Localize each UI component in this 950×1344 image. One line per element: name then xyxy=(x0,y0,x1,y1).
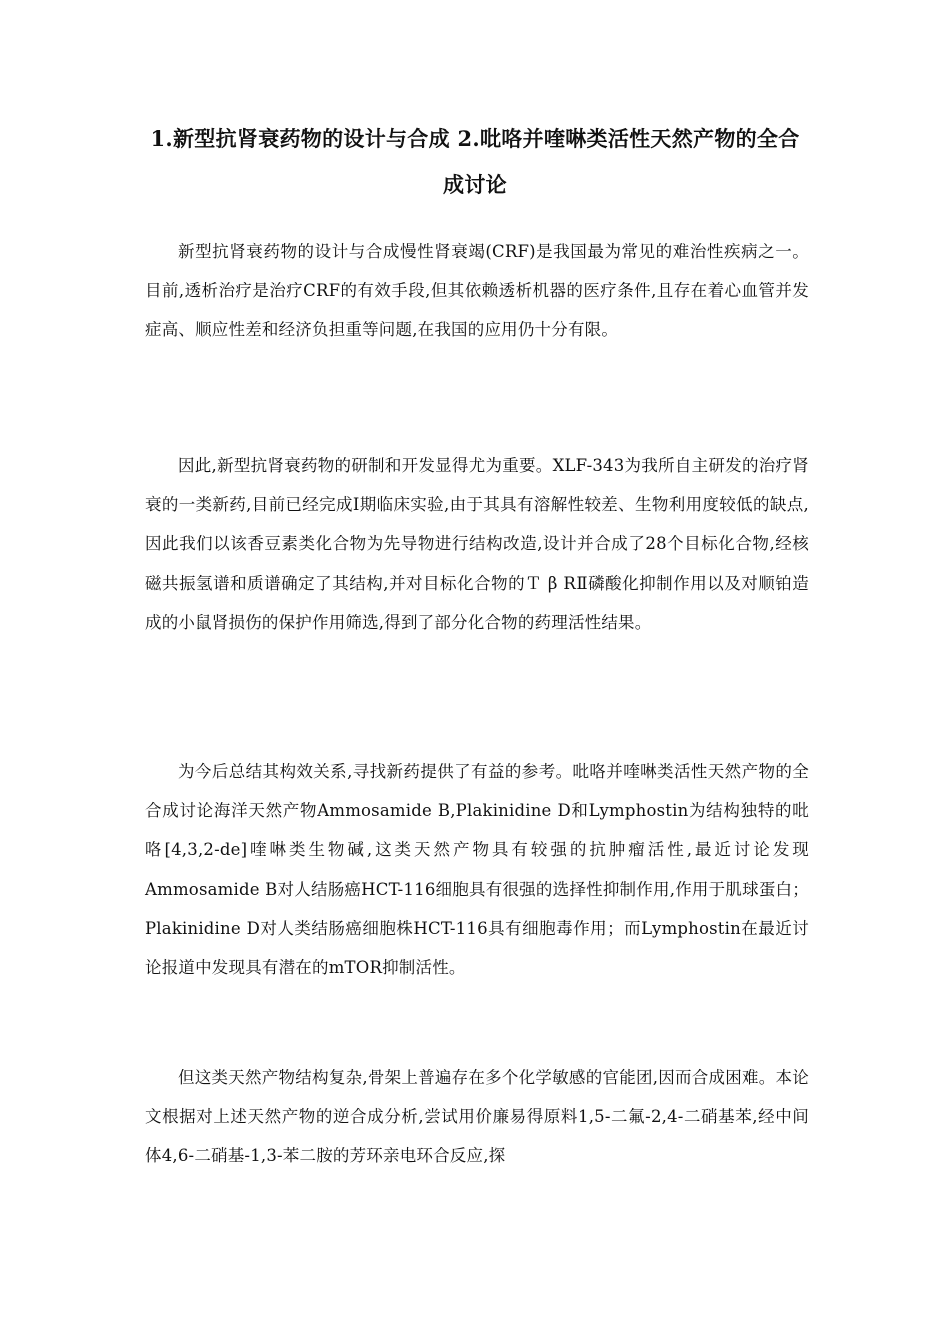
body-paragraph-3: 为今后总结其构效关系,寻找新药提供了有益的参考。吡咯并喹啉类活性天然产物的全合成讨论海洋天然产物Ammosamide B,Plakinidine D和Lymphostin为结构独特的吡咯[4,3,2-de]喹啉类生物碱,这类天然产物具有较强的抗肿瘤活性,最近讨论发现Ammosamide B对人结肠癌HCT-116细胞具有很强的选择性抑制作用,作用于肌球蛋白；Plakinidine D对人类结肠癌细胞株HCT-116具有细胞毒作用；而Lymphostin在最近讨论报道中发现具有潜在的mTOR抑制活性。 xyxy=(145,762,809,978)
body-paragraph-2: 因此,新型抗肾衰药物的研制和开发显得尤为重要。XLF-343为我所自主研发的治疗肾衰的一类新药,目前已经完成Ⅰ期临床实验,由于其具有溶解性较差、生物利用度较低的缺点,因此我们以该香豆素类化合物为先导物进行结构改造,设计并合成了28个目标化合物,经核磁共振氢谱和质谱确定了其结构,并对目标化合物的Ｔ β RⅡ磷酸化抑制作用以及对顺铂造成的小鼠肾损伤的保护作用筛选,得到了部分化合物的药理活性结果。 xyxy=(145,456,809,632)
body-paragraph-1: 新型抗肾衰药物的设计与合成慢性肾衰竭(CRF)是我国最为常见的难治性疾病之一。目前,透析治疗是治疗CRF的有效手段,但其依赖透析机器的医疗条件,且存在着心血管并发症高、顺应性差和经济负担重等问题,在我国的应用仍十分有限。 xyxy=(145,242,809,340)
document-title: 1.新型抗肾衰药物的设计与合成 2.吡咯并喹啉类活性天然产物的全合成讨论 xyxy=(150,126,800,197)
body-paragraph-4: 但这类天然产物结构复杂,骨架上普遍存在多个化学敏感的官能团,因而合成困难。本论文根据对上述天然产物的逆合成分析,尝试用价廉易得原料1,5-二氟-2,4-二硝基苯,经中间体4,6-二硝基-1,3-苯二胺的芳环亲电环合反应,探 xyxy=(145,1068,809,1166)
